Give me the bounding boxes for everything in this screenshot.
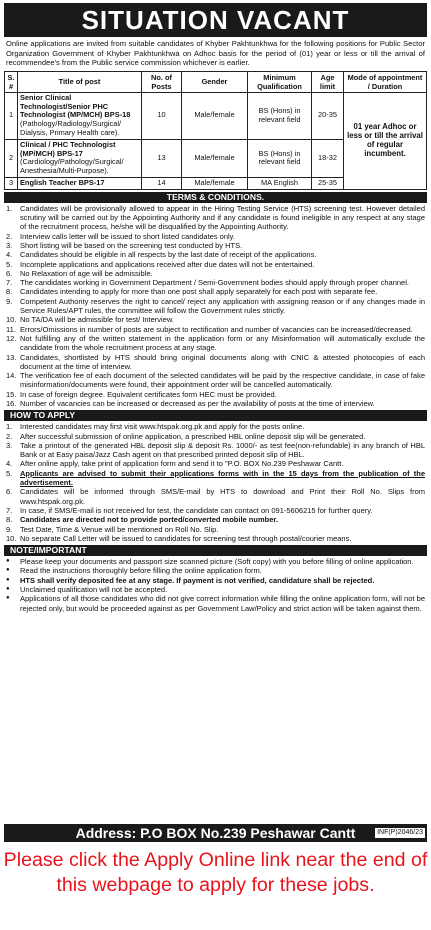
item-number: 1. [6, 422, 13, 432]
item-text: Candidates will be informed through SMS/E-mail by HTS to download and Print their Roll No. Slips from www.htspak.org.pk. [20, 487, 425, 506]
item-number: 9. [6, 296, 13, 306]
item-text: Candidates will be provisionally allowed to appear in the Hiring Testing Service (HTS) screening test. However detailed scrutiny will be carried out by the Appointing Authority and if any candidate is found ineligible in any respect at any stage of the recruitment process, he/she will be disqualified by the Appointing Authority. [20, 203, 425, 232]
note-text: Read the instructions thoroughly before filling the online application form. [20, 566, 262, 576]
cell-posts: 10 [142, 92, 182, 139]
apply-online-notice: Please click the Apply Online link near the end of this webpage to apply for these jobs. [3, 849, 428, 896]
cell-gender: Male/female [182, 92, 248, 139]
header-sno: S. # [5, 71, 18, 92]
item-number: 7. [6, 278, 13, 288]
note-item [6, 557, 425, 566]
item-text: The candidates working in Government Department / Semi-Government bodies should apply through proper channel. [20, 278, 409, 288]
item-text: Candidates, shortlisted by HTS should bring original documents along with CNIC & attested photocopies of each document at the time of interview. [20, 352, 425, 371]
list-item [6, 204, 425, 232]
note-item [6, 566, 425, 575]
ad-code: INF(P)2046/23 [377, 829, 423, 836]
address-footer [4, 824, 427, 842]
item-number: 6. [6, 268, 13, 278]
list-item [6, 525, 425, 534]
bullet-icon: ● [6, 586, 10, 593]
item-number: 8. [6, 515, 13, 525]
cell-qualification: BS (Hons) in relevant field [248, 92, 312, 139]
item-number: 7. [6, 505, 13, 515]
list-item [6, 459, 425, 468]
item-number: 6. [6, 487, 13, 497]
howto-list [4, 421, 427, 543]
item-number: 12. [6, 333, 17, 343]
item-text: No TA/DA will be admissible for test/ Interview. [20, 315, 174, 325]
list-item [6, 432, 425, 441]
item-number: 11. [6, 324, 16, 334]
post-title: Clinical / PHC Technologist (MP/MCH) BPS-17 [20, 139, 116, 158]
list-item [6, 334, 425, 353]
cell-title [18, 177, 142, 189]
cell-sno: 2 [5, 139, 18, 177]
header-mode: Mode of appointment / Duration [344, 71, 427, 92]
posts-table [4, 71, 427, 190]
cell-posts: 14 [142, 177, 182, 189]
table-row [5, 92, 427, 139]
cell-sno: 3 [5, 177, 18, 189]
header-title: Title of post [18, 71, 142, 92]
bullet-icon: ● [6, 567, 10, 574]
list-item [6, 515, 425, 524]
item-number: 10. [6, 533, 17, 543]
item-text: Competent Authority reserves the right to cancel/ reject any application with assigning reason or if any changes made in Service Rules/APT rules, the committee will follow the Government rules strictly. [20, 296, 425, 316]
cell-qualification: BS (Hons) in relevant field [248, 139, 312, 177]
post-title: English Teacher BPS-17 [20, 177, 105, 187]
item-text: No separate Call Letter will be issued to candidates for screening test through postal/courier means. [20, 533, 352, 543]
note-text: Unclaimed qualification will not be accepted. [20, 585, 168, 595]
bullet-icon: ● [6, 558, 10, 565]
cell-mode: 01 year Adhoc or less or till the arrival of regular incumbent. [344, 92, 427, 189]
posts-table-body [5, 92, 427, 189]
note-item [6, 594, 425, 613]
cell-posts: 13 [142, 139, 182, 177]
item-text: Candidates intending to apply for more than one post shall apply separately for each post with separate fee. [20, 287, 378, 297]
item-number: 13. [6, 352, 17, 362]
item-text: Short listing will be based on the screening test conducted by HTS. [20, 240, 243, 250]
list-item [6, 399, 425, 408]
cell-age: 20-35 [312, 92, 344, 139]
item-text: Interested candidates may first visit www.htspak.org.pk and apply for the posts online. [20, 422, 305, 432]
header-posts: No. of Posts [142, 71, 182, 92]
item-number: 4. [6, 250, 13, 260]
item-number: 8. [6, 287, 13, 297]
list-item [6, 441, 425, 460]
header-age: Age limit [312, 71, 344, 92]
item-number: 4. [6, 459, 13, 469]
item-number: 3. [6, 440, 13, 450]
bullet-icon: ● [6, 595, 10, 602]
item-number: 14. [6, 371, 17, 381]
item-number: 15. [6, 389, 17, 399]
list-item [6, 315, 425, 324]
item-text: After successful submission of online application, a prescribed HBL online deposit slip will be generated. [20, 431, 366, 441]
cell-age: 18-32 [312, 139, 344, 177]
item-text: Applicants are advised to submit their applications forms with in the 15 days from the publication of the advertisement. [20, 468, 425, 488]
table-header-row [5, 71, 427, 92]
list-item [6, 371, 425, 390]
item-text: Candidates are directed not to provide ported/converted mobile number. [20, 515, 278, 525]
list-item [6, 390, 425, 399]
address-text: Address: P.O BOX No.239 Peshawar Cantt [75, 825, 356, 841]
list-item [6, 297, 425, 316]
item-text: Test Date, Time & Venue will be mentioned on Roll No. Slip. [20, 524, 219, 534]
cell-qualification: MA English [248, 177, 312, 189]
item-text: Interview calls letter will be issued to short listed candidates only. [20, 231, 235, 241]
intro-paragraph: Online applications are invited from suitable candidates of Khyber Pakhtunkhwa for the following positions for Public Sector Organization Government of Khyber Pakhtunkhwa on Adhoc basis for the period of (01) year or less or till the arrival of recommendee's from the Public service commission whichever is earlier. [6, 39, 425, 68]
item-number: 10. [6, 315, 17, 325]
howto-heading: HOW TO APPLY [4, 410, 427, 421]
item-number: 9. [6, 524, 13, 534]
item-text: Not fulfilling any of the written statement in the application form or any Misinformation will automatically exclude the candidate from the whole recruitment process at any stage. [20, 333, 425, 353]
item-text: Take a printout of the generated HBL deposit slip & deposit Rs. 1000/- as test fee(non-refundable) in any branch of HBL Bank or at Easy paisa/Jazz Cash agent on that prescribed printed deposit slip of HBL. [20, 440, 425, 460]
item-text: Errors/Omissions in number of posts are subject to rectification and number of vacancies can be increased/decreased. [20, 324, 413, 334]
list-item [6, 250, 425, 259]
header-qualification: Minimum Qualification [248, 71, 312, 92]
list-item [6, 269, 425, 278]
item-text: Incomplete applications and applications received after due dates will not be entertained. [20, 259, 315, 269]
list-item [6, 287, 425, 296]
post-specialties: (Pathology/Radiology/Surgical/ Dialysis, Primary Health care). [20, 119, 122, 137]
cell-gender: Male/female [182, 139, 248, 177]
list-item [6, 534, 425, 543]
note-text: Please keep your documents and passport size scanned picture (Soft copy) with you before filling of online application. [20, 557, 414, 567]
item-text: No Relaxation of age will be admissible. [20, 268, 153, 278]
item-number: 5. [6, 259, 13, 269]
note-text: HTS shall verify deposited fee at any stage. If payment is not verified, candidature shall be rejected. [20, 575, 375, 585]
list-item [6, 353, 425, 372]
list-item [6, 278, 425, 287]
item-number: 3. [6, 240, 13, 250]
item-text: After online apply, take print of application form and send it to "P.O. BOX No.239 Peshawar Cantt. [20, 459, 344, 469]
notes-list [4, 556, 427, 613]
list-item [6, 260, 425, 269]
item-text: In case of foreign degree. Equivalent certificates form HEC must be provided. [20, 389, 277, 399]
item-text: Number of vacancies can be increased or decreased as per the availability of posts at the time of interview. [20, 398, 375, 408]
post-specialties: (Cardiology/Pathology/Surgical/ Anesthesia/Multi-Purpose). [20, 157, 124, 176]
banner-title: SITUATION VACANT [4, 3, 427, 37]
list-item [6, 232, 425, 241]
item-number: 1. [6, 203, 13, 213]
list-item [6, 487, 425, 506]
note-item [6, 576, 425, 585]
list-item [6, 241, 425, 250]
post-title: Senior Clinical Technologist/Senior PHC Technologist (MP/MCH) BPS-18 [20, 92, 131, 120]
list-item [6, 469, 425, 488]
list-item [6, 506, 425, 515]
bullet-icon: ● [6, 576, 10, 583]
cell-title [18, 92, 142, 139]
cell-gender: Male/female [182, 177, 248, 189]
note-text: Applications of all those candidates who did not give correct information while filling the online application form, will not be rejected only, but would be proceeded against as per Government Law/Policy and strict action will be taken against them. [20, 594, 425, 613]
item-number: 16. [6, 398, 17, 408]
header-gender: Gender [182, 71, 248, 92]
list-item [6, 325, 425, 334]
item-text: In case, if SMS/E-mail is not received for test, the candidate can contact on 091-5606215 for further query. [20, 505, 373, 515]
note-item [6, 585, 425, 594]
item-number: 2. [6, 231, 13, 241]
notes-heading: NOTE/IMPORTANT [4, 545, 427, 556]
item-text: The verification fee of each document of the selected candidates will be paid by the respective candidate, in case of fake misinformation/documents were found, their appointment order will be cancelled automatically. [20, 371, 425, 390]
cell-title [18, 139, 142, 177]
terms-list [4, 203, 427, 409]
cell-age: 25-35 [312, 177, 344, 189]
terms-heading: TERMS & CONDITIONS. [4, 192, 427, 203]
item-number: 2. [6, 431, 13, 441]
cell-sno: 1 [5, 92, 18, 139]
item-text: Candidates should be eligible in all respects by the last date of receipt of the applications. [20, 250, 317, 260]
list-item [6, 422, 425, 431]
item-number: 5. [6, 468, 13, 478]
